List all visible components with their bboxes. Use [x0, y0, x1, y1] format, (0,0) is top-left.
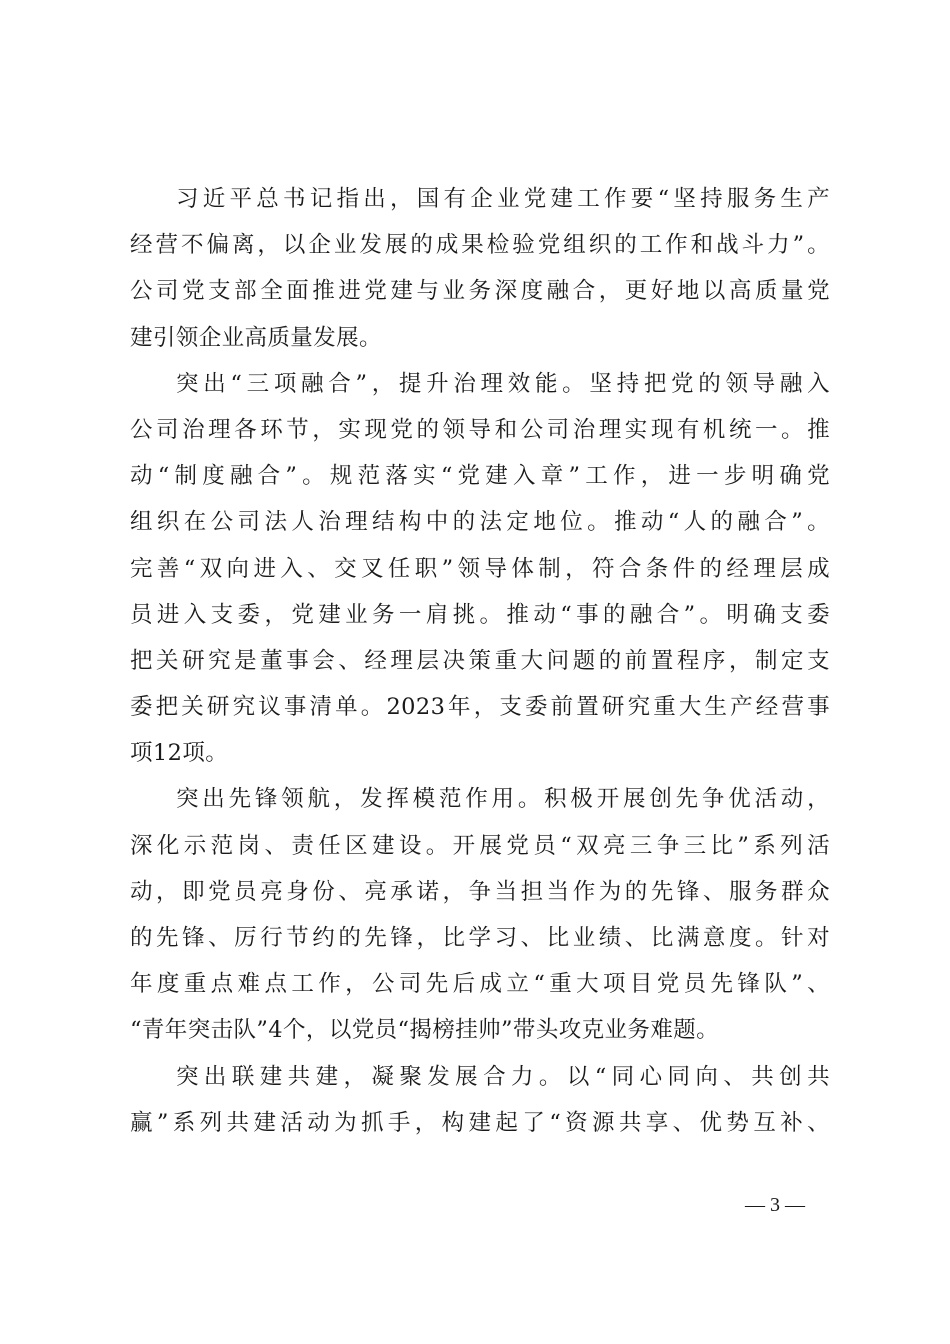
text-line: 年度重点难点工作，公司先后成立“重大项目党员先锋队”、	[130, 971, 830, 998]
text-line: 把关研究是董事会、经理层决策重大问题的前置程序，制定支	[130, 647, 830, 674]
text-line: 动，即党员亮身份、亮承诺，争当担当作为的先锋、服务群众	[130, 878, 830, 905]
text-line: 公司党支部全面推进党建与业务深度融合，更好地以高质量党	[130, 278, 830, 305]
text-line: 赢”系列共建活动为抓手，构建起了“资源共享、优势互补、	[130, 1109, 830, 1136]
text-line: 习近平总书记指出，国有企业党建工作要“坚持服务生产	[176, 186, 830, 212]
text-line: 组织在公司法人治理结构中的法定地位。推动“人的融合”。	[130, 509, 830, 536]
document-body	[130, 176, 830, 1146]
text-line: 突出联建共建，凝聚发展合力。以“同心同向、共创共	[176, 1063, 830, 1090]
text-line: 委把关研究议事清单。2023年，支委前置研究重大生产经营事	[130, 694, 830, 721]
text-line: 突出先锋领航，发挥模范作用。积极开展创先争优活动，	[176, 786, 830, 813]
paragraph-three-integrations	[130, 361, 830, 777]
text-line: 员进入支委，党建业务一肩挑。推动“事的融合”。明确支委	[130, 601, 830, 628]
text-line: 经营不偏离，以企业发展的成果检验党组织的工作和战斗力”。	[130, 232, 830, 259]
text-line: 公司治理各环节，实现党的领导和公司治理实现有机统一。推	[130, 416, 830, 443]
text-line: 深化示范岗、责任区建设。开展党员“双亮三争三比”系列活	[130, 832, 830, 859]
text-line: 突出“三项融合”，提升治理效能。坚持把党的领导融入	[176, 370, 830, 397]
text-line: 项12项。	[130, 740, 229, 767]
text-line: 动“制度融合”。规范落实“党建入章”工作，进一步明确党	[130, 463, 830, 490]
text-line: 建引领企业高质量发展。	[130, 324, 382, 351]
page-number: — 3 —	[745, 1194, 805, 1216]
text-line: 的先锋、厉行节约的先锋，比学习、比业绩、比满意度。针对	[130, 925, 830, 951]
paragraph-joint-building	[130, 1054, 830, 1146]
paragraph-vanguard	[130, 776, 830, 1053]
text-line: 完善“双向进入、交叉任职”领导体制，符合条件的经理层成	[130, 555, 830, 582]
paragraph-intro	[130, 176, 830, 361]
text-line: “青年突击队”4个，以党员“揭榜挂帅”带头攻克业务难题。	[130, 1017, 720, 1044]
